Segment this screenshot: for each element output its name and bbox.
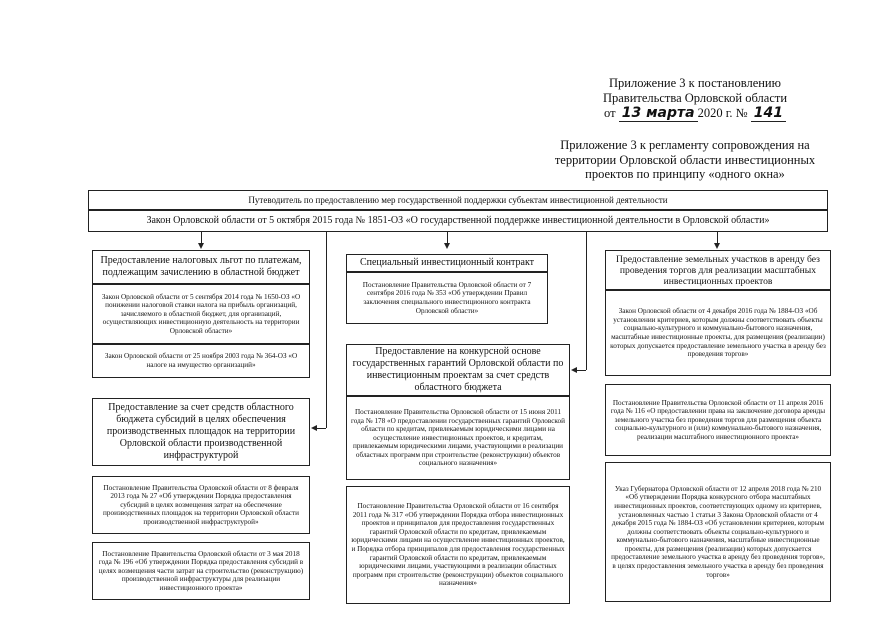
tax-law-2-box: [92, 344, 310, 378]
date-prefix: от: [604, 106, 616, 120]
guarantee-doc-2: Постановление Правительства Орловской области от 16 сентября 2011 года № 317 «Об утверждении Порядка отбора инвестиционных проектов и принципалов для предоставления государственных гарантий Орловской области по кредитам, привлекаемым юридическими лицами на осуществление инвестиционных проектов, и Порядка отбора принципалов для предоставления государственных гарантий Орловской области по кредитам, привлекаемым юридическими лицами, участвующими в реализации областных программ при строительстве (реконструкции) объектов социального назначения»: [351, 502, 565, 588]
land-doc-2-box: [605, 384, 831, 456]
arrow-down-icon: [198, 243, 204, 249]
guarantee-doc-1-box: [346, 396, 570, 480]
subsidy-doc-2: Постановление Правительства Орловской области от 3 мая 2018 года № 196 «Об утверждении Порядка предоставления субсидий в целях возмещения части затрат на строительство (реконструкцию) производственной инфраструктуры для реализации инвестиционного проекта»: [98, 549, 304, 592]
arrow-left-icon: [311, 425, 317, 431]
subsidy-title: Предоставление за счет средств областного бюджета субсидий в целях обеспечения производственных площадок на территории Орловской области производственной инфраструктурой: [106, 402, 296, 461]
appendix-date-line: [560, 106, 830, 122]
connector-line: [576, 370, 586, 371]
tax-benefits-title-box: [92, 250, 310, 284]
main-law: Закон Орловской области от 5 октября 2015 года № 1851-ОЗ «О государственной поддержке инвестиционной деятельности в Орловской области»: [146, 214, 770, 226]
arrow-left-icon: [571, 367, 577, 373]
tax-law-2: Закон Орловской области от 25 ноября 2003 года № 364-ОЗ «О налоге на имущество организаций»: [104, 352, 298, 369]
contract-doc: Постановление Правительства Орловской области от 7 сентября 2016 года № 353 «Об утверждении Правил заключения специального инвестиционного контракта Орловской области»: [362, 280, 532, 315]
appendix-header: [560, 76, 830, 122]
appendix-line-1: Приложение 3 к постановлению: [609, 76, 781, 90]
reglament-header: [525, 138, 845, 182]
land-doc-1-box: [605, 290, 831, 376]
tax-law-1-box: [92, 284, 310, 344]
land-doc-3-box: [605, 462, 831, 602]
land-doc-3: Указ Губернатора Орловской области от 12 апреля 2018 года № 210 «Об утверждении Порядка конкурсного отбора масштабных инвестиционных проектов, соответствующих одному из критериев, установленных частью 1 статьи 3 Закона Орловской области от 4 декабря 2015 года № 1884-ОЗ «Об установлении критериев, которым должны соответствовать объекты социально-культурного и коммунально-бытового назначения, масштабные инвестиционные проекты, для размещения (реализации) которых допускается предоставление земельного участка в аренду без проведения торгов», в целях предоставления земельного участка в аренду без проведения торгов»: [611, 484, 825, 579]
contract-doc-box: [346, 272, 548, 324]
guarantee-title-box: [346, 344, 570, 396]
reglament-line-3: проектов по принципу «одного окна»: [585, 167, 785, 181]
guide-title-box: [88, 190, 828, 210]
handwritten-number: 141: [751, 106, 786, 122]
connector-line: [326, 232, 327, 428]
appendix-line-2: Правительства Орловской области: [602, 91, 788, 105]
subsidy-doc-1: Постановление Правительства Орловской области от 8 февраля 2013 года № 27 «Об утверждении Порядка предоставления субсидий в целях возмещения затрат на обеспечение производственных площадок на территории Орловской области производственной инфраструктурой»: [103, 483, 299, 526]
contract-title-box: [346, 254, 548, 272]
subsidy-doc-1-box: [92, 476, 310, 534]
contract-title: Специальный инвестиционный контракт: [359, 256, 535, 268]
reglament-line-1: Приложение 3 к регламенту сопровождения на: [560, 138, 810, 152]
guarantee-doc-2-box: [346, 486, 570, 604]
reglament-line-2: территории Орловской области инвестиционных: [554, 152, 816, 167]
handwritten-date: 13 марта: [619, 106, 698, 122]
guide-title: Путеводитель по предоставлению мер государственной поддержки субъектам инвестиционной деятельности: [248, 194, 668, 205]
main-law-box: [88, 210, 828, 232]
date-suffix: 2020 г.: [697, 106, 733, 120]
tax-benefits-title: Предоставление налоговых льгот по платежам, подлежащим зачислению в областной бюджет: [100, 255, 302, 278]
number-prefix: №: [735, 106, 748, 120]
subsidy-doc-2-box: [92, 542, 310, 600]
guarantee-doc-1: Постановление Правительства Орловской области от 15 июня 2011 года № 178 «О предоставлении государственных гарантий Орловской области по кредитам, привлекаемым юридическими лицами на осуществление инвестиционных проектов, и кредитам, привлекаемым юридическими лицами, участвующими в реализации областных программ при строительстве (реконструкции) объектов социального назначения»: [351, 407, 565, 468]
guarantee-title: Предоставление на конкурсной основе государственных гарантий Орловской области по инвестиционным проектам за счет средств областного бюджета: [352, 346, 564, 393]
arrow-down-icon: [444, 243, 450, 249]
connector-line: [316, 428, 326, 429]
subsidy-title-box: [92, 398, 310, 466]
arrow-down-icon: [714, 243, 720, 249]
tax-law-1: Закон Орловской области от 5 сентября 2014 года № 1650-ОЗ «О понижении налоговой ставки налога на прибыль организаций, зачисляемого в областной бюджет, для организаций, осуществляющих инвестиционную деятельность на территории Орловской области»: [101, 292, 301, 335]
land-doc-2: Постановление Правительства Орловской области от 11 апреля 2016 года № 116 «О предоставлении права на заключение договора аренды земельного участка без проведения торгов для размещения объекта социально-культурного и (или) коммунально-бытового назначения, реализации масштабного инвестиционного проекта»: [610, 398, 826, 441]
land-doc-1: Закон Орловской области от 4 декабря 2016 года № 1884-ОЗ «Об установлении критериев, которым должны соответствовать объекты социально-культурного и коммунально-бытового назначения, масштабные инвестиционные проекты, для размещения (реализации) которых допускается предоставление земельного участка в аренду без проведения торгов»: [610, 307, 826, 359]
land-title: Предоставление земельных участков в аренду без проведения торгов для реализации масштабных инвестиционных проектов: [616, 253, 820, 287]
connector-line: [586, 232, 587, 370]
land-title-box: [605, 250, 831, 290]
